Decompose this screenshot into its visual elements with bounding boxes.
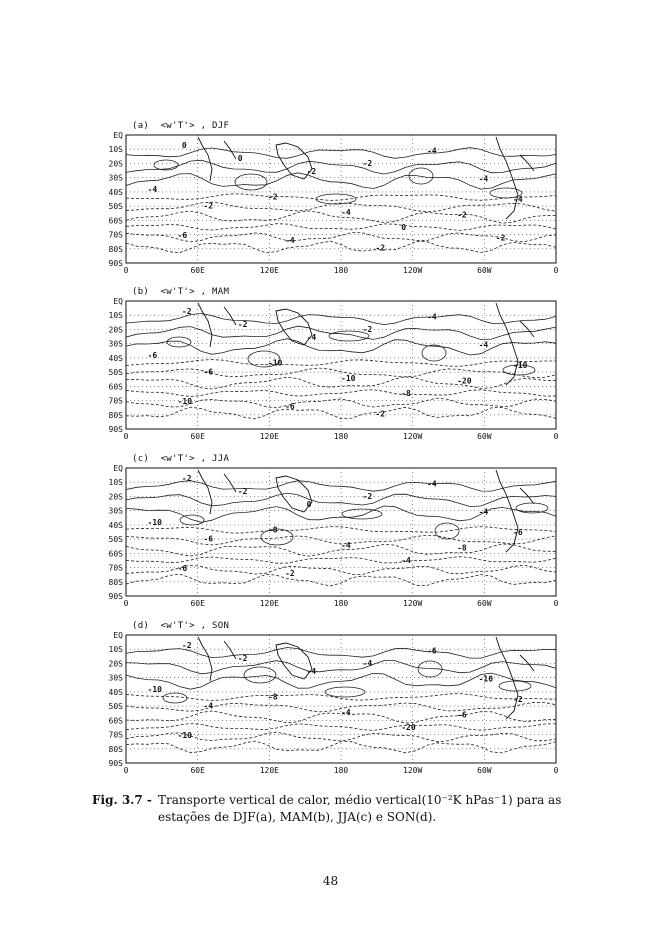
contour-value-label: -4 <box>478 507 489 517</box>
contour-value-label: -2 <box>181 474 192 484</box>
lon-tick-label: 60E <box>190 766 205 775</box>
contour-value-label: -2 <box>375 409 386 419</box>
lat-tick-label: 60S <box>108 549 123 559</box>
contour-value-label: -8 <box>457 543 467 553</box>
contour-value-label: -6 <box>203 367 214 377</box>
lat-tick-label: 30S <box>108 339 123 349</box>
lat-tick-label: 40S <box>108 687 123 697</box>
lat-tick-label: EQ <box>113 464 123 473</box>
contour-value-label: -2 <box>181 307 192 317</box>
contour-cell <box>235 174 267 190</box>
contour-value-label: -10 <box>147 517 162 527</box>
lat-tick-label: 90S <box>108 259 123 268</box>
lat-tick-label: 20S <box>108 492 123 502</box>
lon-tick-label: 0 <box>553 599 559 608</box>
lon-tick-label: 0 <box>123 432 129 441</box>
contour-value-label: -6 <box>513 528 523 537</box>
lon-tick-label: 0 <box>123 266 129 275</box>
lon-tick-label: 120E <box>259 766 279 775</box>
lon-tick-label: 120E <box>259 599 279 608</box>
contour-value-label: 0 <box>181 141 187 151</box>
lat-tick-label: 50S <box>108 202 123 212</box>
contour-value-label: -8 <box>401 389 411 399</box>
contour-value-label: -10 <box>177 730 193 740</box>
contour-value-label: -10 <box>341 373 356 383</box>
lat-tick-label: 40S <box>108 353 123 363</box>
contour-value-label: -6 <box>285 401 295 411</box>
lat-tick-label: 60S <box>108 382 123 392</box>
contour-map <box>96 133 566 281</box>
lat-tick-label: EQ <box>113 297 123 306</box>
contour-line-negative <box>126 557 556 564</box>
lat-tick-label: EQ <box>113 631 123 640</box>
lat-tick-label: 10S <box>108 145 123 155</box>
contour-value-label: -10 <box>177 396 193 406</box>
contour-value-label: 0 <box>401 223 407 233</box>
contour-value-label: -2 <box>181 641 192 651</box>
lat-tick-label: 50S <box>108 535 123 545</box>
contour-value-label: -4 <box>147 184 158 194</box>
contour-value-label: -4 <box>362 659 373 669</box>
contour-line-negative <box>126 565 556 574</box>
lat-tick-label: 70S <box>108 563 123 573</box>
contour-value-label: -8 <box>267 692 278 702</box>
panel-a <box>96 121 566 281</box>
contour-value-label: -4 <box>341 707 351 717</box>
lon-tick-label: 60W <box>477 599 492 608</box>
contour-value-label: -20 <box>401 723 416 733</box>
contour-value-label: -2 <box>375 243 386 253</box>
lon-tick-label: 0 <box>553 766 559 775</box>
contour-value-label: -2 <box>237 654 248 664</box>
contour-value-label: -10 <box>513 361 528 370</box>
contour-value-label: -4 <box>427 479 437 489</box>
lat-tick-label: 50S <box>108 368 123 378</box>
contour-value-label: -8 <box>267 525 278 535</box>
contour-value-label: -4 <box>427 146 437 156</box>
contour-value-label: -4 <box>306 666 317 676</box>
lat-tick-label: 80S <box>108 744 123 754</box>
contour-value-label: -2 <box>362 325 373 335</box>
lon-tick-label: 60W <box>477 766 492 775</box>
contour-value-label: -4 <box>203 701 214 711</box>
panel-d <box>96 621 566 781</box>
lon-tick-label: 0 <box>553 266 559 275</box>
figure-number: Fig. 3.7 - <box>92 793 152 807</box>
contour-value-label: -4 <box>478 174 489 184</box>
contour-cell <box>316 194 356 204</box>
contour-value-label: -6 <box>177 563 188 573</box>
contour-value-label: -6 <box>147 350 158 360</box>
lon-tick-label: 0 <box>123 599 129 608</box>
contour-value-label: -6 <box>427 646 437 656</box>
lon-tick-label: 120W <box>403 766 423 775</box>
lat-tick-label: 20S <box>108 325 123 335</box>
caption-line-2: estações de DJF(a), MAM(b), JJA(c) e SON(d). <box>158 810 437 824</box>
panel-title: (c) <w'T'> , JJA <box>132 454 230 464</box>
contour-value-label: -20 <box>457 376 472 386</box>
contour-value-label: -4 <box>513 195 523 204</box>
contour-value-label: -2 <box>495 233 506 243</box>
panel-b <box>96 287 566 447</box>
contour-value-label: -2 <box>513 695 523 704</box>
contour-line-negative <box>126 230 556 242</box>
lat-tick-label: 90S <box>108 592 123 601</box>
lat-tick-label: 20S <box>108 659 123 669</box>
lat-tick-label: 90S <box>108 759 123 768</box>
lat-tick-label: 20S <box>108 159 123 169</box>
contour-value-label: -2 <box>362 492 373 502</box>
contour-value-label: -2 <box>267 192 278 202</box>
lat-tick-label: 60S <box>108 716 123 726</box>
contour-cell <box>167 337 191 347</box>
lat-tick-label: 80S <box>108 244 123 254</box>
lon-tick-label: 120E <box>259 432 279 441</box>
lat-tick-label: 80S <box>108 577 123 587</box>
lat-tick-label: 40S <box>108 187 123 197</box>
contour-line-negative <box>126 390 556 397</box>
panel-title: (d) <w'T'> , SON <box>132 621 230 631</box>
lon-tick-label: 60E <box>190 432 205 441</box>
contour-value-label: -4 <box>401 556 411 566</box>
contour-value-label: -10 <box>267 358 283 368</box>
contour-value-label: -10 <box>147 684 162 694</box>
lon-tick-label: 180 <box>333 599 349 608</box>
contour-value-label: -4 <box>341 207 351 217</box>
contour-value-label: -4 <box>478 340 489 350</box>
lat-tick-label: 60S <box>108 216 123 226</box>
lon-tick-label: 120W <box>403 432 423 441</box>
lat-tick-label: 70S <box>108 396 123 406</box>
lat-tick-label: 70S <box>108 730 123 740</box>
contour-cell <box>163 693 187 703</box>
figure-caption <box>92 792 572 826</box>
contour-map <box>96 299 566 447</box>
lon-tick-label: 60E <box>190 599 205 608</box>
lat-tick-label: 10S <box>108 311 123 321</box>
panel-title: (a) <w'T'> , DJF <box>132 121 230 131</box>
contour-cell <box>244 667 276 683</box>
lon-tick-label: 60W <box>477 266 492 275</box>
lon-tick-label: 60W <box>477 432 492 441</box>
contour-value-label: -6 <box>177 230 188 240</box>
contour-value-label: -2 <box>306 166 317 176</box>
contour-value-label: -6 <box>203 534 214 544</box>
lon-tick-label: 180 <box>333 432 349 441</box>
contour-value-label: 0 <box>306 499 312 509</box>
contour-map <box>96 633 566 781</box>
panel-title: (b) <w'T'> , MAM <box>132 287 230 297</box>
caption-line-1: Transporte vertical de calor, médio vertical(10⁻²K hPas⁻1) para as <box>158 793 562 807</box>
contour-value-label: -2 <box>237 487 248 497</box>
contour-line-negative <box>126 724 556 731</box>
contour-value-label: -4 <box>427 312 437 322</box>
contour-value-label: -2 <box>203 201 214 211</box>
lon-tick-label: 60E <box>190 266 205 275</box>
contour-value-label: -6 <box>457 710 467 720</box>
lat-tick-label: EQ <box>113 131 123 140</box>
panel-c <box>96 454 566 614</box>
contour-value-label: -4 <box>285 235 295 245</box>
lon-tick-label: 120E <box>259 266 279 275</box>
contour-value-label: -4 <box>306 332 317 342</box>
lat-tick-label: 10S <box>108 478 123 488</box>
lat-tick-label: 80S <box>108 410 123 420</box>
contour-value-label: -2 <box>285 568 295 578</box>
lon-tick-label: 120W <box>403 266 423 275</box>
lat-tick-label: 30S <box>108 506 123 516</box>
contour-cell <box>154 160 178 170</box>
page-number: 48 <box>322 874 339 888</box>
lon-tick-label: 180 <box>333 766 349 775</box>
lat-tick-label: 30S <box>108 173 123 183</box>
contour-value-label: -10 <box>478 674 494 684</box>
lat-tick-label: 50S <box>108 702 123 712</box>
lat-tick-label: 90S <box>108 425 123 434</box>
contour-cell <box>422 345 446 361</box>
lat-tick-label: 30S <box>108 673 123 683</box>
contour-map <box>96 466 566 614</box>
contour-value-label: -2 <box>457 210 467 220</box>
lat-tick-label: 40S <box>108 520 123 530</box>
lat-tick-label: 10S <box>108 645 123 655</box>
contour-value-label: -2 <box>237 320 248 330</box>
lat-tick-label: 70S <box>108 230 123 240</box>
contour-value-label: -4 <box>341 540 351 550</box>
contour-value-label: -2 <box>362 159 373 169</box>
lon-tick-label: 0 <box>123 766 129 775</box>
contour-value-label: 0 <box>237 154 243 164</box>
lon-tick-label: 120W <box>403 599 423 608</box>
lon-tick-label: 180 <box>333 266 349 275</box>
lon-tick-label: 0 <box>553 432 559 441</box>
